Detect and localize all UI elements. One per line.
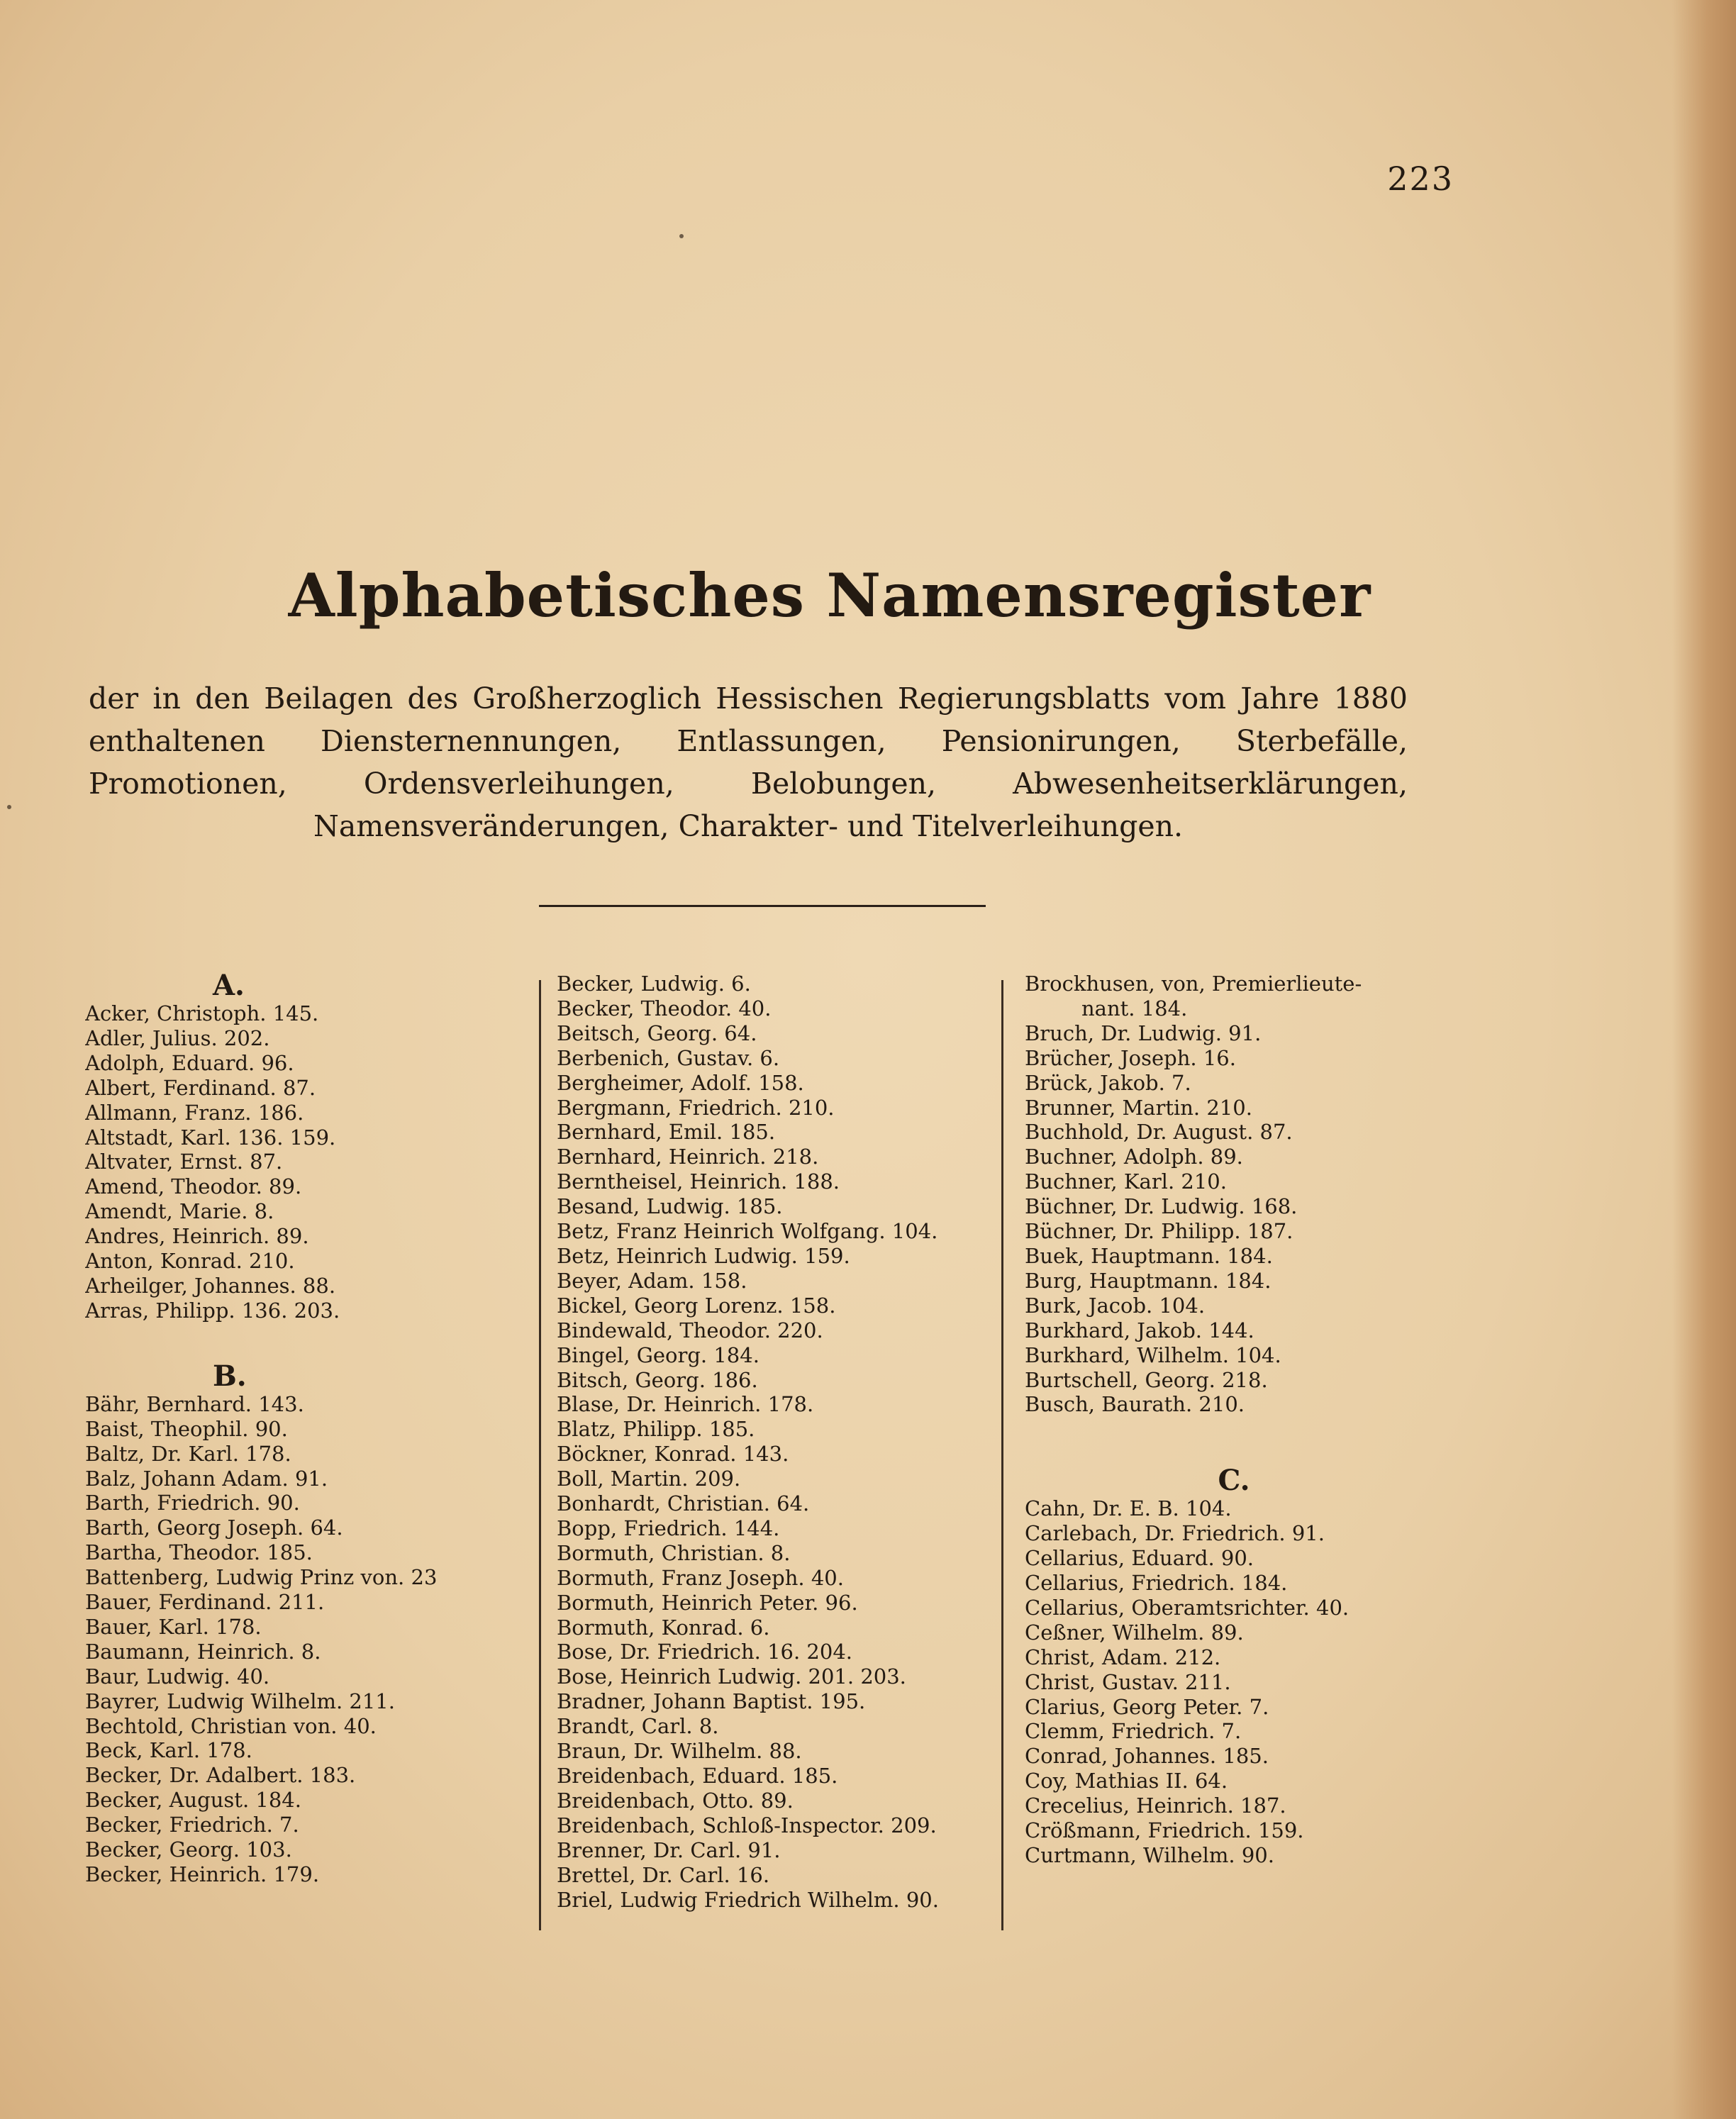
list-item: Blatz, Philipp. 185. [557,1417,755,1442]
list-item: Beitsch, Georg. 64. [557,1020,757,1045]
list-item: Briel, Ludwig Friedrich Wilhelm. 90. [557,1887,939,1912]
list-item: Curtmann, Wilhelm. 90. [1025,1843,1274,1867]
register-column-2 [557,972,996,1912]
list-item: Beck, Karl. 178. [85,1738,252,1763]
list-item: Acker, Christoph. 145. [85,1001,319,1025]
section-c-list [1025,1496,1443,1868]
list-item: Adolph, Eduard. 96. [85,1050,294,1075]
page-subtitle: der in den Beilagen des Großherzoglich Hessischen Regierungsblatts vom Jahre 1880 enthaltenen Diensternennungen, Entlassungen, Pensionirungen, Sterbefälle, Promotionen, Ordensverleihungen, Belobungen, Abwesenheitserklärungen, Namensveränderungen, Charakter- und Titelverleihungen. [89,682,1408,843]
list-item: Bormuth, Christian. 8. [557,1540,791,1565]
list-item-continuation: nant. 184. [1081,996,1188,1020]
list-item: Brenner, Dr. Carl. 91. [557,1837,781,1862]
list-item: Christ, Gustav. 211. [1025,1669,1231,1694]
list-item: Brettel, Dr. Carl. 16. [557,1862,770,1887]
list-item: Bartha, Theodor. 185. [85,1540,313,1565]
list-item: Burg, Hauptmann. 184. [1025,1268,1272,1293]
list-item: Bitsch, Georg. 186. [557,1367,758,1392]
column-divider [1001,980,1003,1930]
list-item: Cellarius, Oberamtsrichter. 40. [1025,1595,1350,1620]
list-item: Brockhusen, von, Premierlieute- [1025,972,1362,996]
list-item: Bormuth, Franz Joseph. 40. [557,1565,844,1590]
list-item: Baltz, Dr. Karl. 178. [85,1441,291,1466]
list-item: Breidenbach, Schloß-Inspector. 209. [557,1813,937,1837]
list-item: Crecelius, Heinrich. 187. [1025,1793,1286,1818]
list-item: Brück, Jakob. 7. [1025,1070,1191,1095]
list-item: Beyer, Adam. 158. [557,1268,747,1293]
title-rule [539,905,986,907]
list-item: Arras, Philipp. 136. 203. [85,1298,340,1323]
list-item: Berntheisel, Heinrich. 188. [557,1169,840,1194]
list-item: Boll, Martin. 209. [557,1467,741,1491]
list-item: Adler, Julius. 202. [85,1025,270,1050]
list-item: Baist, Theophil. 90. [85,1416,288,1441]
list-item: Cellarius, Eduard. 90. [1025,1546,1254,1571]
list-item: Allmann, Franz. 186. [85,1100,304,1125]
list-item: Breidenbach, Eduard. 185. [557,1764,838,1788]
page-number: 223 [1387,160,1454,198]
list-item: Brücher, Joseph. 16. [1025,1045,1236,1070]
list-item: Bradner, Johann Baptist. 195. [557,1689,866,1714]
register-column-3 [1025,972,1443,1868]
list-item: Becker, Dr. Adalbert. 183. [85,1763,356,1788]
list-item: Bopp, Friedrich. 144. [557,1515,780,1540]
list-item: Bernhard, Heinrich. 218. [557,1145,819,1169]
list-item: Burkhard, Jakob. 144. [1025,1318,1254,1342]
list-item: Cahn, Dr. E. B. 104. [1025,1496,1232,1521]
list-item: Breidenbach, Otto. 89. [557,1788,794,1813]
paper-speck [7,805,11,809]
list-item: Arheilger, Johannes. 88. [85,1273,336,1298]
list-item: Bergmann, Friedrich. 210. [557,1095,835,1120]
list-item: Bickel, Georg Lorenz. 158. [557,1293,836,1318]
list-item: Clarius, Georg Peter. 7. [1025,1694,1269,1719]
list-item: Burk, Jacob. 104. [1025,1293,1206,1318]
list-item: Bindewald, Theodor. 220. [557,1318,823,1342]
list-item: Becker, Ludwig. 6. [557,972,751,996]
section-b-list [85,1392,511,1887]
list-item: Christ, Adam. 212. [1025,1645,1221,1669]
list-item: Baumann, Heinrich. 8. [85,1639,321,1664]
list-item: Buchner, Karl. 210. [1025,1169,1227,1194]
list-item: Brandt, Carl. 8. [557,1714,719,1739]
list-item: Büchner, Dr. Ludwig. 168. [1025,1194,1298,1219]
list-item: Bechtold, Christian von. 40. [85,1713,377,1738]
list-item: Becker, Friedrich. 7. [85,1813,299,1837]
list-item: Bingel, Georg. 184. [557,1342,760,1367]
list-item: Altstadt, Karl. 136. 159. [85,1125,336,1150]
paper-speck [679,234,684,238]
list-item: Battenberg, Ludwig Prinz von. 23 [85,1565,438,1590]
page-title: Alphabetisches Namensregister [288,560,1371,630]
list-item: Albert, Ferdinand. 87. [85,1075,316,1100]
list-item: Böckner, Konrad. 143. [557,1442,789,1467]
list-item: Bauer, Ferdinand. 211. [85,1590,325,1615]
section-heading-b: B. [213,1359,247,1393]
list-item: Buek, Hauptmann. 184. [1025,1243,1273,1268]
list-item: Bormuth, Heinrich Peter. 96. [557,1590,858,1615]
list-item: Crößmann, Friedrich. 159. [1025,1818,1304,1843]
list-item: Blase, Dr. Heinrich. 178. [557,1392,814,1417]
list-item: Becker, August. 184. [85,1788,301,1813]
list-item: Becker, Georg. 103. [85,1837,292,1862]
list-item: Conrad, Johannes. 185. [1025,1744,1269,1769]
list-item: Besand, Ludwig. 185. [557,1194,783,1219]
list-item: Bruch, Dr. Ludwig. 91. [1025,1020,1262,1045]
list-item: Burkhard, Wilhelm. 104. [1025,1342,1281,1367]
list-item: Amendt, Marie. 8. [85,1199,274,1224]
list-item: Balz, Johann Adam. 91. [85,1466,328,1491]
list-item: Buchhold, Dr. August. 87. [1025,1120,1293,1145]
list-item: Carlebach, Dr. Friedrich. 91. [1025,1521,1325,1546]
list-item: Bose, Heinrich Ludwig. 201. 203. [557,1664,906,1689]
list-item: Bergheimer, Adolf. 158. [557,1070,804,1095]
section-heading-a: A. [213,969,245,1002]
list-item: Bayrer, Ludwig Wilhelm. 211. [85,1689,395,1713]
list-item: Barth, Friedrich. 90. [85,1491,300,1515]
list-item: Büchner, Dr. Philipp. 187. [1025,1219,1293,1244]
list-item: Altvater, Ernst. 87. [85,1150,283,1174]
list-item: Clemm, Friedrich. 7. [1025,1719,1242,1744]
list-item: Baur, Ludwig. 40. [85,1664,270,1689]
list-item: Buchner, Adolph. 89. [1025,1145,1243,1169]
list-item: Anton, Konrad. 210. [85,1249,295,1274]
list-item: Andres, Heinrich. 89. [85,1224,309,1249]
list-item: Amend, Theodor. 89. [85,1174,302,1199]
list-item: Bähr, Bernhard. 143. [85,1391,304,1416]
list-item: Becker, Theodor. 40. [557,996,772,1020]
list-item: Betz, Heinrich Ludwig. 159. [557,1243,850,1268]
list-item: Bauer, Karl. 178. [85,1614,262,1639]
register-column-1 [85,969,511,1887]
list-item: Brunner, Martin. 210. [1025,1095,1252,1120]
list-item: Bormuth, Konrad. 6. [557,1615,770,1640]
section-a-list [85,1001,511,1323]
list-item: Coy, Mathias II. 64. [1025,1769,1228,1793]
list-item: Cellarius, Friedrich. 184. [1025,1571,1288,1596]
page-edge-shading [1672,0,1736,2119]
list-item: Berbenich, Gustav. 6. [557,1045,780,1070]
list-item: Betz, Franz Heinrich Wolfgang. 104. [557,1219,938,1244]
list-item: Bonhardt, Christian. 64. [557,1491,810,1516]
list-item: Busch, Baurath. 210. [1025,1392,1245,1417]
list-item: Becker, Heinrich. 179. [85,1862,320,1886]
list-item: Barth, Georg Joseph. 64. [85,1515,343,1540]
list-item: Braun, Dr. Wilhelm. 88. [557,1739,802,1764]
column-divider [539,980,541,1930]
list-item: Ceßner, Wilhelm. 89. [1025,1620,1244,1645]
list-item: Burtschell, Georg. 218. [1025,1367,1268,1392]
list-item: Bernhard, Emil. 185. [557,1120,776,1145]
section-heading-c: C. [1218,1464,1250,1498]
list-item: Bose, Dr. Friedrich. 16. 204. [557,1640,853,1664]
